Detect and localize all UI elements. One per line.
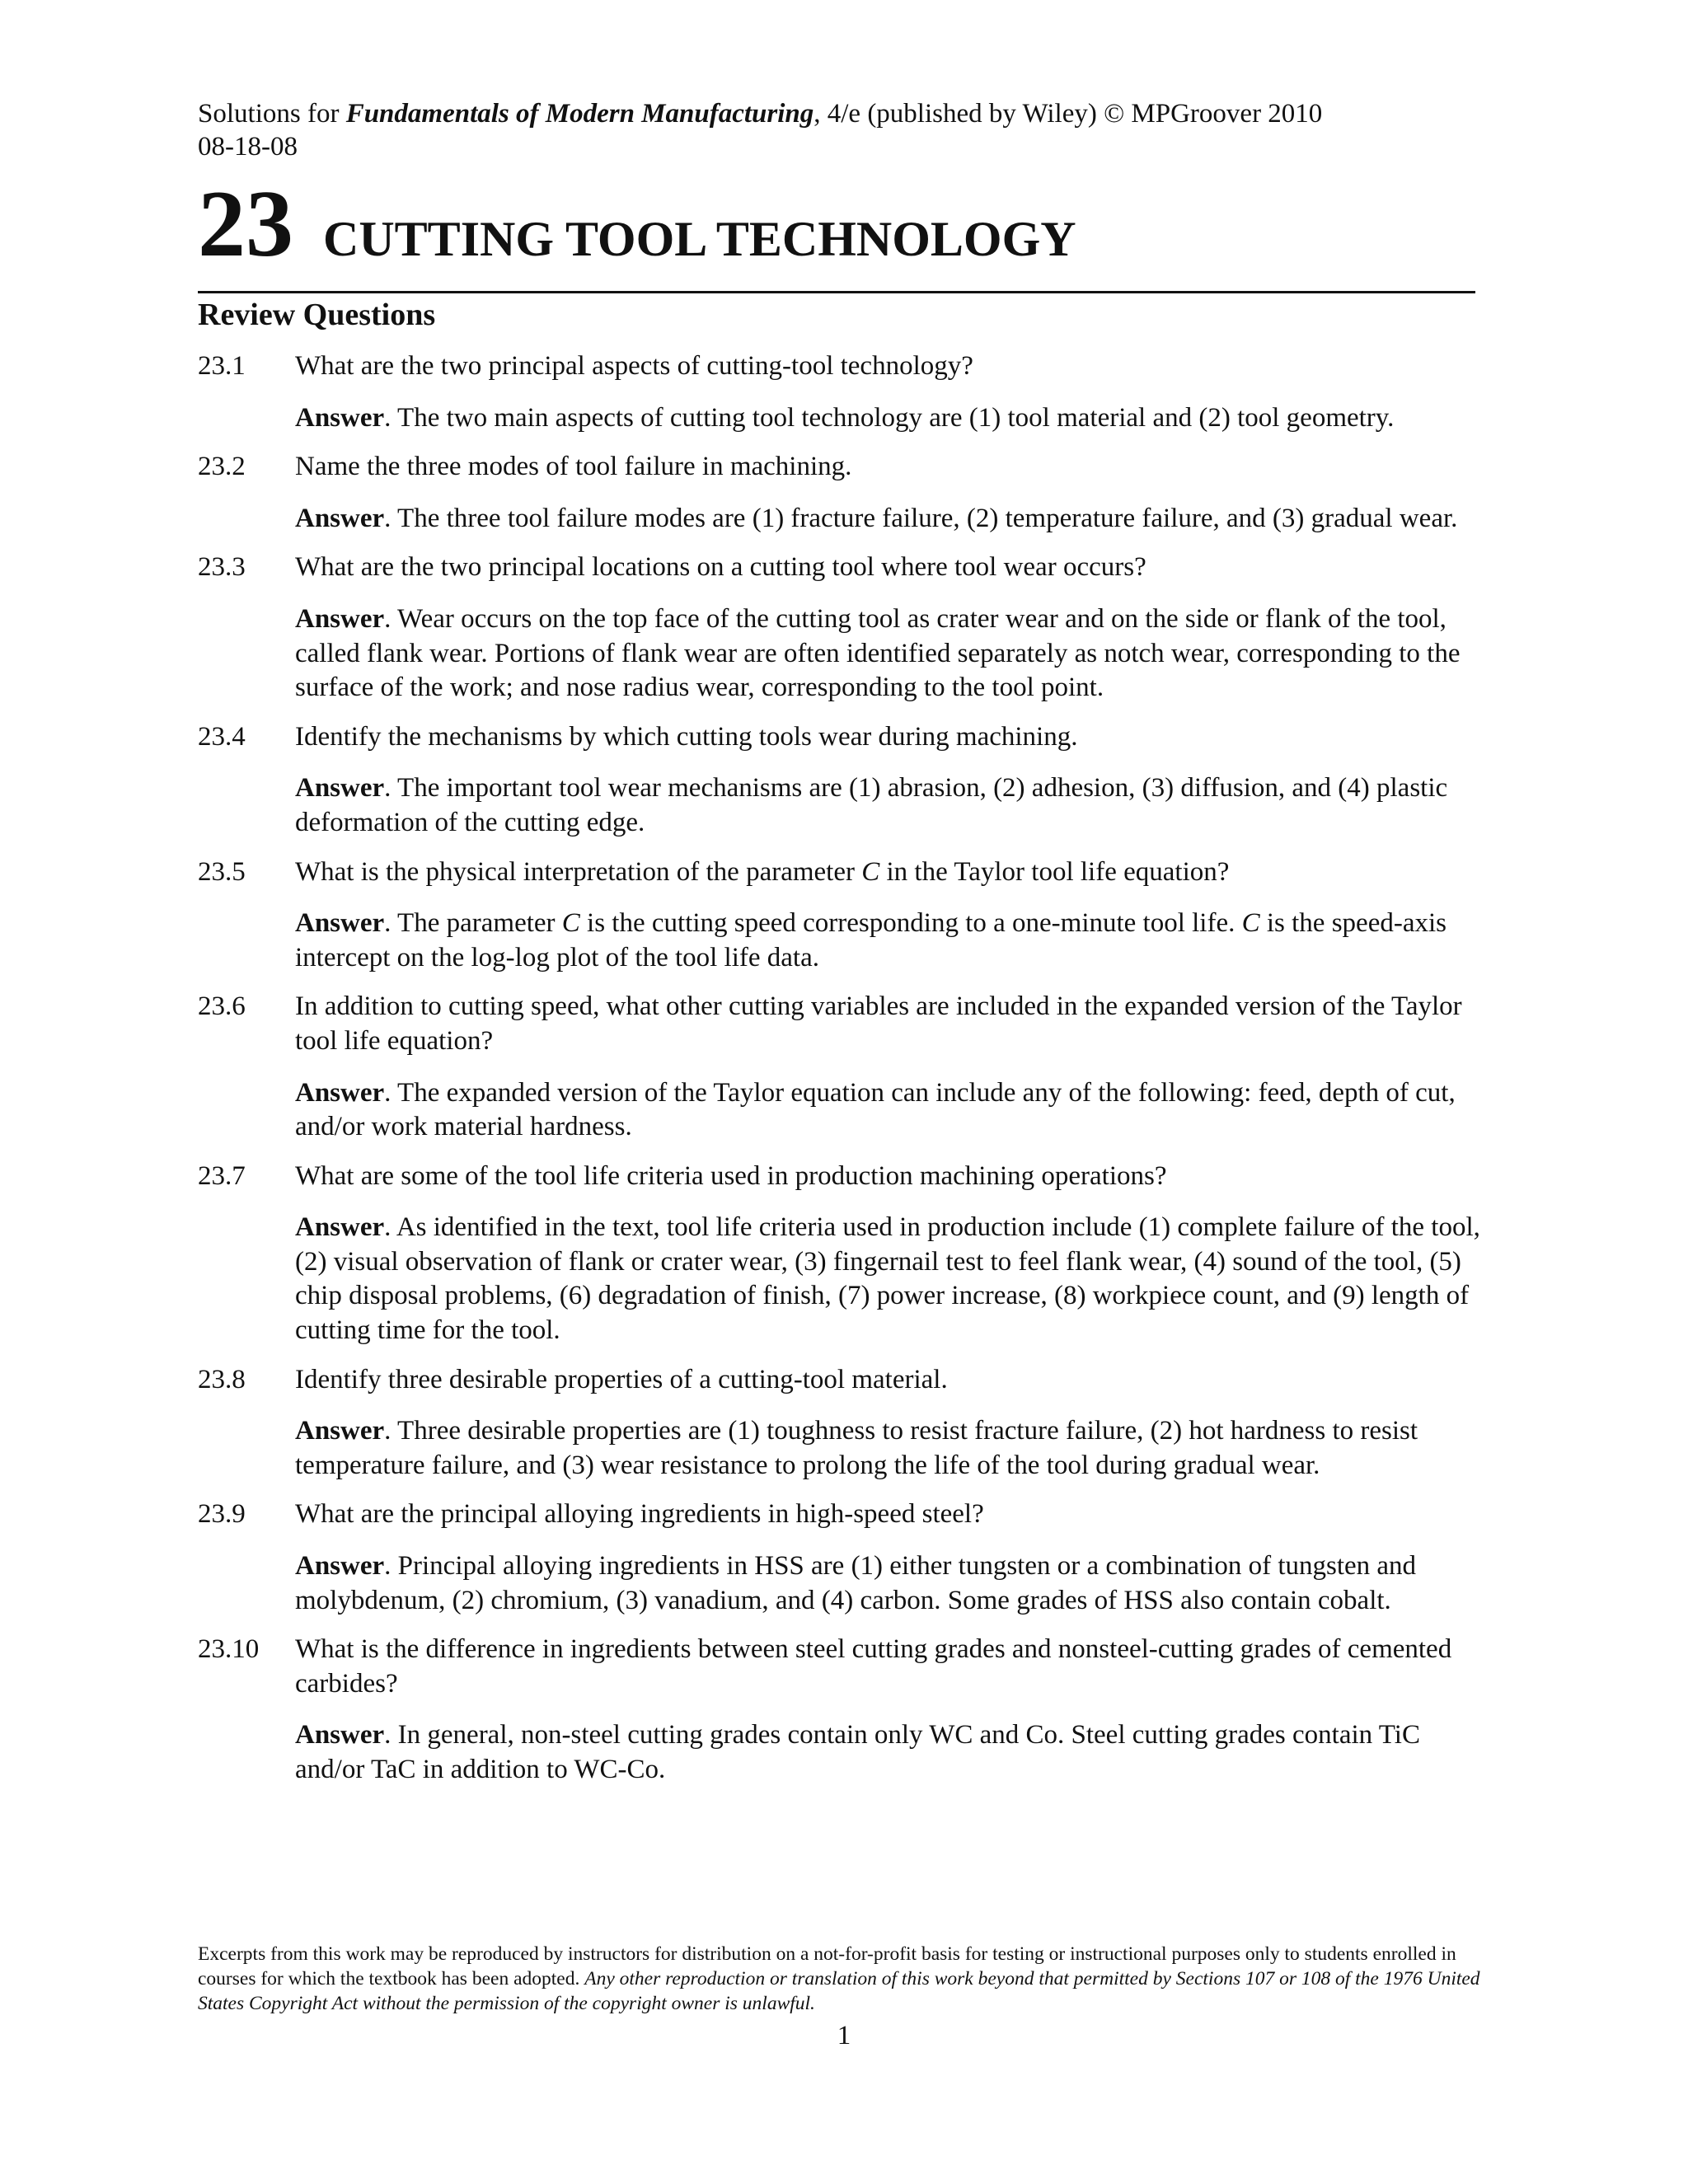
question-text: Identify the mechanisms by which cutting tools wear during machining. xyxy=(295,721,1078,752)
question xyxy=(198,1633,1484,1701)
question-block xyxy=(198,551,1484,705)
chapter-number: 23 xyxy=(198,171,293,277)
heading-rule xyxy=(198,291,1475,293)
question-block xyxy=(198,1497,1484,1618)
question-number: 23.6 xyxy=(198,991,246,1022)
answer-text: . In general, non-steel cutting grades contain only WC and Co. Steel cutting grades contain TiC and/or TaC in addition to WC-Co. xyxy=(295,1720,1420,1784)
answer xyxy=(295,1718,1486,1787)
question xyxy=(198,855,1484,890)
footer-italic-text: Any other reproduction or translation of this work beyond that permitted by Sections 107 or 108 of the 1976 United States Copyright Act without the permission of the copyright owner is unlawful. xyxy=(198,1968,1480,2014)
question-number: 23.8 xyxy=(198,1364,246,1394)
question-number: 23.9 xyxy=(198,1499,246,1530)
answer xyxy=(295,602,1486,705)
answer-text: . The three tool failure modes are (1) fracture failure, (2) temperature failure, and (3) gradual wear. xyxy=(384,503,1458,533)
answer xyxy=(295,1549,1486,1618)
question-text: What are some of the tool life criteria used in production machining operations? xyxy=(295,1160,1167,1191)
answer-label: Answer xyxy=(295,1077,385,1108)
answer-text: . Three desirable properties are (1) toughness to resist fracture failure, (2) hot hardness to resist temperature failure, and (3) wear resistance to prolong the life of the tool during gradual wear. xyxy=(295,1416,1418,1480)
question-number: 23.1 xyxy=(198,351,246,381)
footer-text: Excerpts from this work may be reproduced by instructors for distribution on a not-for-profit basis for testing or instructional purposes only to students enrolled in courses for which the textbook has been adopted. xyxy=(198,1943,1456,1990)
question-block xyxy=(198,1633,1484,1787)
question xyxy=(198,1497,1484,1532)
parameter-symbol: C xyxy=(861,856,880,887)
answer xyxy=(295,401,1486,436)
question-block xyxy=(198,990,1484,1144)
question-number: 23.2 xyxy=(198,452,246,482)
answer-label: Answer xyxy=(295,908,385,939)
question xyxy=(198,720,1484,755)
answer-text: . The two main aspects of cutting tool technology are (1) tool material and (2) tool geometry. xyxy=(384,402,1395,433)
answer-label: Answer xyxy=(295,1551,385,1582)
answer xyxy=(295,1076,1486,1145)
answer-text: . As identified in the text, tool life criteria used in production include (1) complete failure of the tool, (2) visual observation of flank or crater wear, (3) fingernail test to feel flank wear, (4) sound of the tool, (5) chip disposal problems, (6) degradation of finish, (7) power increase, (8) workpiece count, and (9) length of cutting time for the tool. xyxy=(295,1212,1480,1346)
answer-text: . The important tool wear mechanisms are (1) abrasion, (2) adhesion, (3) diffusion, and (4) plastic deformation of the cutting edge. xyxy=(295,773,1448,837)
answer-label: Answer xyxy=(295,603,385,634)
question-number: 23.4 xyxy=(198,721,246,752)
question-text: What is the difference in ingredients between steel cutting grades and nonsteel-cutting grades of cemented carbides? xyxy=(295,1634,1452,1699)
running-header xyxy=(198,97,1322,130)
answer xyxy=(295,1211,1486,1347)
question xyxy=(198,990,1484,1058)
copyright-footer xyxy=(198,1942,1484,2016)
answer xyxy=(295,907,1486,975)
question-text: What are the two principal aspects of cutting-tool technology? xyxy=(295,351,973,381)
question xyxy=(198,349,1484,384)
question-text: What are the principal alloying ingredients in high-speed steel? xyxy=(295,1499,984,1530)
answer xyxy=(295,771,1486,840)
question-text: In addition to cutting speed, what other cutting variables are included in the expanded version of the Taylor tool life equation? xyxy=(295,991,1462,1056)
chapter-heading xyxy=(198,171,1076,277)
answer xyxy=(295,502,1486,537)
question-text: Name the three modes of tool failure in machining. xyxy=(295,452,852,482)
answer-label: Answer xyxy=(295,402,385,433)
question-text-part: What is the physical interpretation of the parameter xyxy=(295,856,862,887)
question-block xyxy=(198,450,1484,536)
question-text: What are the two principal locations on a cutting tool where tool wear occurs? xyxy=(295,552,1146,583)
question-text: Identify three desirable properties of a cutting-tool material. xyxy=(295,1364,948,1394)
question-block xyxy=(198,1363,1484,1483)
page-number: 1 xyxy=(837,2021,851,2050)
question-number: 23.10 xyxy=(198,1634,260,1665)
parameter-symbol: C xyxy=(1241,908,1260,939)
question-block xyxy=(198,349,1484,435)
question xyxy=(198,1363,1484,1398)
question-block xyxy=(198,1160,1484,1348)
book-title: Fundamentals of Modern Manufacturing xyxy=(345,99,814,129)
header-prefix: Solutions for xyxy=(198,99,346,129)
answer-text: is the speed-axis intercept on the log-log plot of the tool life data. xyxy=(295,908,1447,972)
answer-label: Answer xyxy=(295,1720,385,1750)
review-questions-list xyxy=(198,349,1484,1802)
question-number: 23.3 xyxy=(198,552,246,583)
answer-text: . Wear occurs on the top face of the cutting tool as crater wear and on the side or flank of the tool, called flank wear. Portions of flank wear are often identified separately as notch wear, corresponding to the surface of the work; and nose radius wear, corresponding to the tool point. xyxy=(295,603,1461,703)
header-suffix: , 4/e (published by Wiley) © MPGroover 2010 xyxy=(814,99,1323,129)
question xyxy=(198,551,1484,585)
question xyxy=(198,1160,1484,1194)
question xyxy=(198,450,1484,485)
answer-label: Answer xyxy=(295,1212,385,1243)
question-block xyxy=(198,720,1484,841)
question-text xyxy=(295,855,1482,890)
question-number: 23.5 xyxy=(198,856,246,887)
answer-label: Answer xyxy=(295,503,385,533)
section-title: Review Questions xyxy=(198,298,436,332)
header-date: 08-18-08 xyxy=(198,132,298,162)
answer-label: Answer xyxy=(295,1416,385,1446)
question-number: 23.7 xyxy=(198,1160,246,1191)
answer xyxy=(295,1414,1486,1483)
answer-label: Answer xyxy=(295,773,385,804)
answer-text: . The parameter xyxy=(384,908,562,939)
parameter-symbol: C xyxy=(561,908,580,939)
question-block xyxy=(198,855,1484,976)
answer-text: is the cutting speed corresponding to a one-minute tool life. xyxy=(579,908,1242,939)
question-text-part: in the Taylor tool life equation? xyxy=(879,856,1230,887)
answer-text: . Principal alloying ingredients in HSS are (1) either tungsten or a combination of tungsten and molybdenum, (2) chromium, (3) vanadium, and (4) carbon. Some grades of HSS also contain cobalt. xyxy=(295,1551,1417,1615)
answer-text: . The expanded version of the Taylor equation can include any of the following: feed, depth of cut, and/or work material hardness. xyxy=(295,1077,1456,1142)
chapter-title: CUTTING TOOL TECHNOLOGY xyxy=(323,212,1076,266)
